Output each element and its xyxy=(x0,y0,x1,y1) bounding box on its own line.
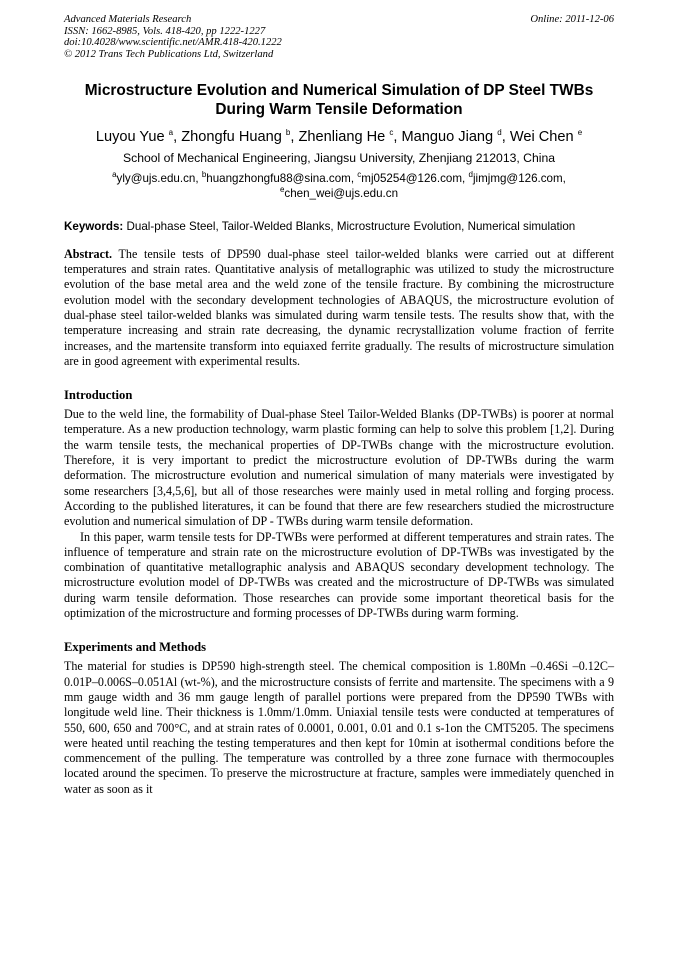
author-separator: , xyxy=(290,129,295,146)
abstract-label: Abstract. xyxy=(64,246,113,261)
email-line-2 xyxy=(64,184,614,201)
section-heading-methods: Experiments and Methods xyxy=(64,640,207,655)
author-separator: , xyxy=(173,129,178,146)
email-separator: , xyxy=(350,172,355,186)
keywords-label: Keywords: xyxy=(64,219,124,233)
author-separator: , xyxy=(393,129,398,146)
section-heading-introduction: Introduction xyxy=(64,388,133,403)
email-address: mj05254@126.com xyxy=(361,172,463,186)
email-marker: c xyxy=(357,170,362,180)
title-line-1: Microstructure Evolution and Numerical Simulation of DP Steel TWBs xyxy=(84,82,594,100)
email-marker: a xyxy=(112,170,117,180)
journal-header xyxy=(64,14,614,60)
affiliation: School of Mechanical Engineering, Jiangsu University, Zhenjiang 212013, China xyxy=(122,151,555,166)
email-address: jimjmg@126.com xyxy=(472,172,563,186)
abstract-text: The tensile tests of DP590 dual-phase steel tailor-welded blanks were carried out at different temperatures and strain rates. Quantitative analysis of metallographic was utilized to study the microstructure evolution of the base metal area and the weld zone of the tensile fracture. By combining the microstructure evolution model with the secondary development technologies of ABAQUS, the microstructure evolution of dual-phase steel tailor-welded blanks was simulated during warm tensile tests. The results show that, with the temperature increasing and strain rate decreasing, the dynamic recrystallization volume fraction of ferrite increases, and the martensite transform into equiaxed ferrite gradually. The results of microstructure simulation are in good agreement with experimental results. xyxy=(64,246,615,368)
email-separator: , xyxy=(462,172,466,186)
email-line-1 xyxy=(64,172,614,186)
author-name: Manguo Jiang xyxy=(401,129,494,146)
author-marker: e xyxy=(577,128,583,138)
author-name: Zhongfu Huang xyxy=(181,129,282,146)
email-marker: d xyxy=(468,170,473,180)
doi-line: doi:10.4028/www.scientific.net/AMR.418-420.1222 xyxy=(64,37,282,49)
abstract xyxy=(64,247,614,369)
author-name: Zhenliang He xyxy=(298,129,386,146)
author-list xyxy=(64,128,614,146)
author-marker: a xyxy=(168,128,174,138)
author-emails xyxy=(64,172,614,200)
author-marker: b xyxy=(285,128,291,138)
issn-line: ISSN: 1662-8985, Vols. 418-420, pp 1222-1227 xyxy=(64,25,266,37)
copyright-line: © 2012 Trans Tech Publications Ltd, Switzerland xyxy=(64,48,274,60)
paper-title xyxy=(64,81,614,119)
email-marker: e xyxy=(279,184,285,194)
introduction-paragraph-2: In this paper, warm tensile tests for DP-TWBs were performed at different temperatures and strain rates. The influence of temperature and strain rate on the microstructure evolution of DP-TWBs was investigated by the combination of quantitative metallographic analysis and ABAQUS secondary development technology. The microstructure evolution model of DP-TWBs was created and the microstructure of DP-TWBs was simulated during warm tensile deformation. Those researches can provide some important theoretical basis for the optimization of the microstructure and forming processes of DP-TWBs during warm forming. xyxy=(64,529,614,621)
keywords-text: Dual-phase Steel, Tailor-Welded Blanks, Microstructure Evolution, Numerical simulation xyxy=(126,219,576,233)
online-date: Online: 2011-12-06 xyxy=(530,14,614,25)
author-name: Wei Chen xyxy=(509,129,574,146)
email-marker: b xyxy=(201,170,207,180)
author-marker: c xyxy=(389,128,394,138)
email-address: huangzhongfu88@sina.com xyxy=(206,172,351,186)
keywords xyxy=(64,219,614,234)
email-separator: , xyxy=(195,172,199,186)
email-address: yly@ujs.edu.cn xyxy=(116,172,196,186)
journal-name: Advanced Materials Research xyxy=(64,14,192,25)
email-address: chen_wei@ujs.edu.cn xyxy=(284,186,399,200)
introduction-paragraph-1: Due to the weld line, the formability of Dual-phase Steel Tailor-Welded Blanks (DP-TWBs) is poorer at normal temperature. As a new production technology, warm plastic forming can help to solve this problem [1,2]. During the warm tensile tests, the mechanical properties of DP-TWBs change with the microstructure evolution. Therefore, it is very important to predict the microstructure evolution of DP-TWBs during the warm deformation. The microstructure evolution and numerical simulation of many materials were investigated by some researchers [3,4,5,6], but all of those researches were mainly used in metal rolling and forging process. According to the published literatures, it can be found that there are few researchers studied the microstructure evolution and numerical simulation of DP - TWBs during warm tensile deformation. xyxy=(64,407,614,529)
author-marker: d xyxy=(497,128,502,138)
email-separator: , xyxy=(562,172,566,186)
paper-page xyxy=(64,14,614,797)
title-line-2: During Warm Tensile Deformation xyxy=(215,101,463,119)
author-separator: , xyxy=(501,129,506,146)
methods-paragraph-1: The material for studies is DP590 high-strength steel. The chemical composition is 1.80Mn –0.46Si –0.12C–0.01P–0.006S–0.051Al (wt-%), and the microstructure consists of ferrite and martensite. The specimens with a 9 mm gauge width and 36 mm gauge length of parallel portions were prepared from the DP590 TWBs with longitude weld line. Their thickness is 1.0mm/1.0mm. Uniaxial tensile tests were conducted at temperatures of 550, 600, 650 and 700°C, and at strain rates of 0.0001, 0.001, 0.01 and 0.1 s-1on the CMT5205. The specimens were heated until reaching the testing temperatures and then kept for 10min at isothermal conditions before the commencement of the pulling. The temperature was controlled by a three zone furnace with thermocouples located around the specimen. To preserve the microstructure at fracture, samples were immediately quenched in water as soon as it xyxy=(64,659,614,796)
author-name: Luyou Yue xyxy=(95,129,165,146)
